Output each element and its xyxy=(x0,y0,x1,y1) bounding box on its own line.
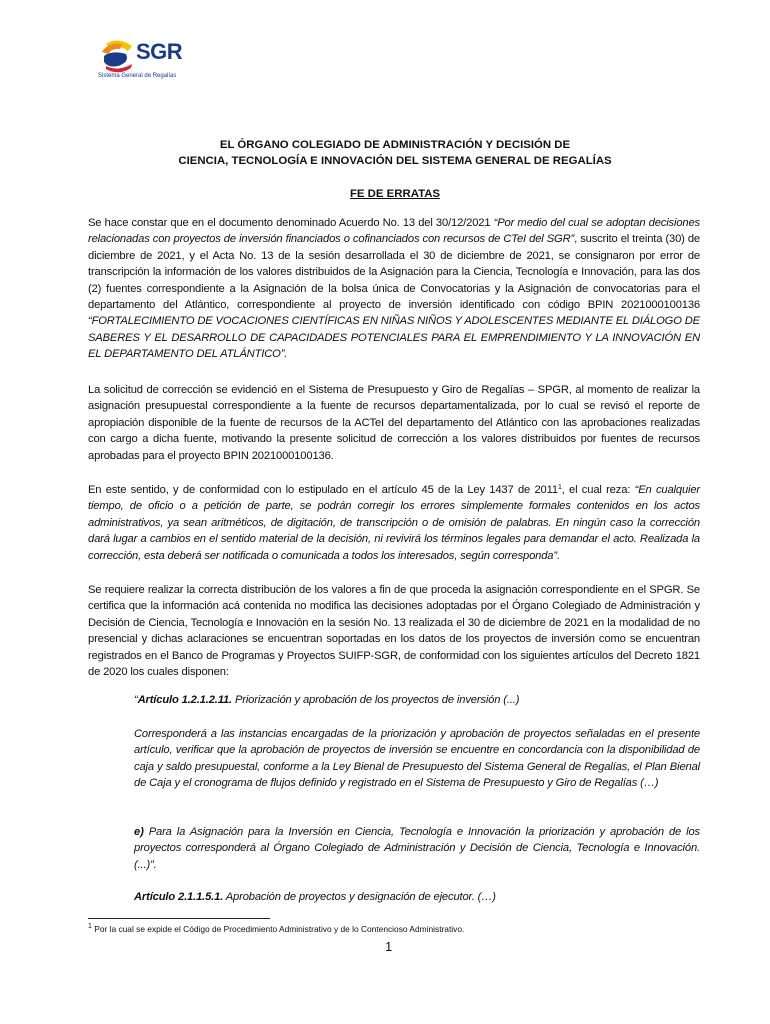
paragraph-1 xyxy=(88,215,700,363)
document-title: FE DE ERRATAS xyxy=(349,188,441,200)
item-letter-e: e) xyxy=(134,826,144,838)
footnote-divider xyxy=(88,918,270,919)
quote-article-heading-2 xyxy=(134,889,700,905)
article-title-2: Aprobación de proyectos y designación de ejecutor. (…) xyxy=(223,891,496,903)
heading-line-1: EL ÓRGANO COLEGIADO DE ADMINISTRACIÓN Y DECISIÓN DE xyxy=(219,139,571,151)
sgr-logo-icon xyxy=(98,38,138,74)
footnote-reference: 1 xyxy=(557,484,562,491)
paragraph-3-text-b: , el cual reza: xyxy=(561,484,635,496)
paragraph-1-text-a: Se hace constar que en el documento denominado Acuerdo No. 13 del 30/12/2021 xyxy=(88,217,494,229)
paragraph-3 xyxy=(88,482,700,564)
article-number-1: Artículo 1.2.1.2.11. xyxy=(137,694,232,706)
article-title-1: Priorización y aprobación de los proyectos de inversión (...) xyxy=(232,694,520,706)
footnote-marker: 1 xyxy=(88,923,92,930)
logo-wordmark: SGR xyxy=(136,39,183,64)
quote-item-e xyxy=(134,824,700,873)
paragraph-1-project-name: “FORTALECIMIENTO DE VOCACIONES CIENTÍFICAS EN NIÑAS NIÑOS Y ADOLESCENTES MEDIANTE EL DIÁLOGO DE SABERES Y EL DESARROLLO DE CAPACIDADES POTENCIALES PARA EL EMPRENDIMIENTO Y LA INNOVACIÓN EN EL DEPARTAMENTO DEL ATLÁNTICO”. xyxy=(88,315,700,361)
quote-article-heading-1 xyxy=(134,692,700,708)
sgr-logo xyxy=(98,38,218,82)
quote-open-mark: “ xyxy=(134,694,138,706)
heading-line-2: CIENCIA, TECNOLOGÍA E INNOVACIÓN DEL SISTEMA GENERAL DE REGALÍAS xyxy=(178,155,612,167)
paragraph-2: La solicitud de corrección se evidenció en el Sistema de Presupuesto y Giro de Regalías – SPGR, al momento de realizar la asignación presupuestal correspondiente a la fuente de recursos departamentalizada, por lo cual se revisó el reporte de apropiación disponible de la fuente de recursos de la ACTeI del departamento del Atlántico con las aprobaciones realizadas con cargo a dicha fuente, motivando la presente solicitud de corrección a los valores distribuidos por fuentes de recursos aprobadas para el proyecto BPIN 2021000100136. xyxy=(88,384,700,462)
item-e-text: Para la Asignación para la Inversión en Ciencia, Tecnología e Innovación la priorización y aprobación de los proyectos corresponderá al Órgano Colegiado de Administración y Decisión de Ciencia, Tecnología e Innovación. (...)”. xyxy=(134,826,700,871)
quote-paragraph: Corresponderá a las instancias encargadas de la priorización y aprobación de proyectos señaladas en el presente artículo, verificar que la aprobación de proyectos de inversión se encuentre en concordancia con la disponibilidad de caja y saldo presupuestal, conforme a la Ley Bienal de Presupuesto del Sistema General de Regalías, el Plan Bienal de Caja y el cronograma de flujos definido y registrado en el Sistema de Presupuesto y Giro de Regalías (…) xyxy=(134,728,700,790)
paragraph-1-text-c: , suscrito el treinta (30) de diciembre de 2021, y el Acta No. 13 de la sesión desarrollada el 30 de diciembre de 2021, se consignaron por error de transcripción la información de los valores distribuidos de la Asignación para la Ciencia, Tecnología e Innovación, para las dos (2) fuentes correspondiente a la Asignación de la bolsa única de Convocatorias y la Asignación de convocatorias para el departamento del Atlántico, correspondiente al proyecto de inversión identificado con código BPIN 2021000100136 xyxy=(88,233,701,312)
article-number-2: Artículo 2.1.1.5.1. xyxy=(134,891,224,903)
footnote-text: Por la cual se expide el Código de Procedimiento Administrativo y de lo Contencioso Administrativo. xyxy=(91,924,465,934)
paragraph-4: Se requiere realizar la correcta distribución de los valores a fin de que proceda la asignación correspondiente en el SPGR. Se certifica que la información acá contenida no modifica las decisiones adoptadas por el Órgano Colegiado de Administración y Decisión de Ciencia, Tecnología e Innovación en la sesión No. 13 realizada el 30 de diciembre de 2021 en la modalidad de no presencial y dichas aclaraciones se encuentran soportadas en los datos de los proyectos de inversión como se encuentran registrados en el Banco de Programas y Proyectos SUIFP-SGR, de conformidad con los siguientes artículos del Decreto 1821 de 2020 los cuales disponen: xyxy=(88,584,700,679)
paragraph-3-text-a: En este sentido, y de conformidad con lo estipulado en el artículo 45 de la Ley 1437 de 2011 xyxy=(88,484,558,496)
page-number: 1 xyxy=(385,939,393,954)
logo-subtitle: Sistema General de Regalías xyxy=(98,73,177,79)
paragraph-3-law-quote: “En cualquier tiempo, de oficio o a petición de parte, se podrán corregir los errores simplemente formales contenidos en los actos administrativos, ya sean aritméticos, de digitación, de transcripción o de omisión de palabras. En ningún caso la corrección dará lugar a cambios en el sentido material de la decisión, ni revivirá los términos legales para demandar el acto. Realizada la corrección, esta deberá ser notificada o comunicada a todos los interesados, según corresponda”. xyxy=(88,484,701,562)
footnote xyxy=(88,924,464,935)
paragraph-1-agreement-title: “Por medio del cual se adoptan decisiones relacionadas con proyectos de inversión financiados o cofinanciados con recursos de CTeI del SGR” xyxy=(88,217,700,246)
